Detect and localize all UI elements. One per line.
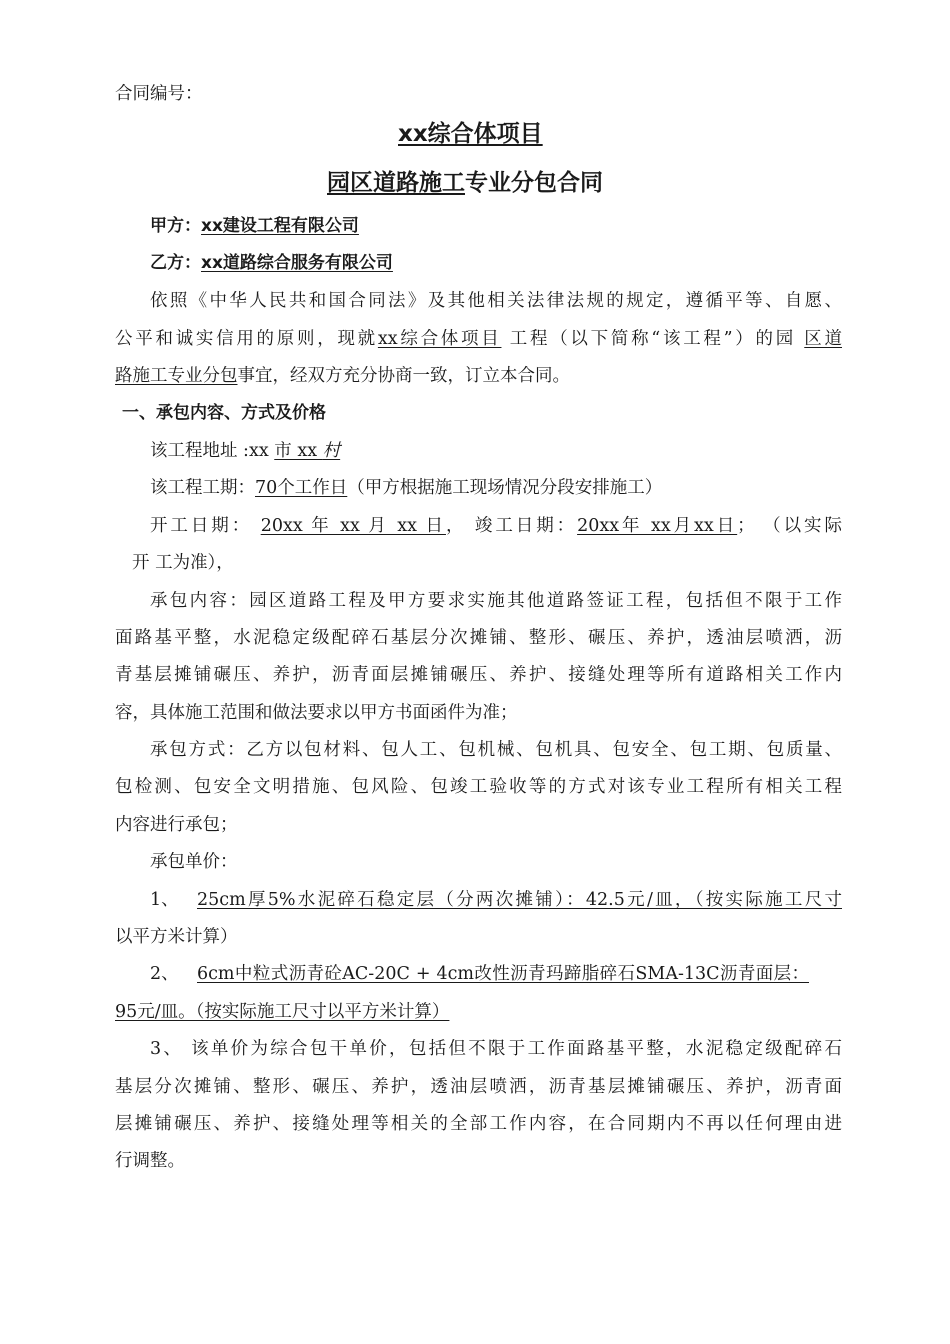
duration-value: 70个工作日 — [255, 478, 348, 498]
item-2-line-2: 95元/皿。（按实际施工尺寸以平方米计算） — [115, 1002, 450, 1022]
party-b — [150, 251, 393, 275]
party-a-label: 甲方： — [150, 216, 201, 236]
project-title: xx综合体项目 — [398, 121, 543, 147]
duration-label: 该工程工期： — [150, 478, 255, 498]
item-2-line-1: 6cm中粒式沥青砼AC-20C + 4cm改性沥青玛蹄脂碎石SMA-13C沥青面层： — [197, 964, 809, 984]
dates-sep: ， 竣工日期： — [445, 516, 578, 536]
dates-line-1 — [150, 514, 842, 538]
intro-l3-b: 事宜，经双方充分协商一致，订立本合同。 — [237, 366, 570, 386]
item-3-line-4: 行调整。 — [115, 1151, 185, 1171]
method-line-3: 内容进行承包； — [115, 815, 238, 835]
intro-line-2 — [115, 327, 842, 351]
item-3-line-3: 层摊铺碾压、养护、接缝处理等相关的全部工作内容，在合同期内不再以任何理由进 — [115, 1114, 842, 1134]
intro-l2-c: 工程（以下简称“该工程”）的园 — [501, 329, 805, 349]
party-b-name: xx道路综合服务有限公司 — [201, 253, 393, 273]
contract-number-label: 合同编号： — [115, 84, 203, 104]
item-2-number: 2、 — [150, 964, 179, 984]
dates-line-2: 开 工为准）， — [132, 553, 234, 573]
method-line-1: 承包方式：乙方以包材料、包人工、包机械、包机具、包安全、包工期、包质量、 — [150, 740, 842, 760]
scope-line-2: 面路基平整，水泥稳定级配碎石基层分次摊铺、整形、碾压、养护，透油层喷洒，沥 — [115, 628, 842, 648]
dates-tail: ； （以实际 — [737, 516, 842, 536]
unit-price-label: 承包单价： — [150, 852, 238, 872]
end-date-value: 20xx年 xx月xx日 — [577, 516, 738, 536]
section-heading-1: 一、承包内容、方式及价格 — [122, 403, 326, 423]
method-line-2: 包检测、包安全文明措施、包风险、包竣工验收等的方式对该专业工程所有相关工程 — [115, 777, 842, 797]
start-date-value: 20xx 年 xx 月 xx 日 — [260, 516, 446, 536]
scope-line-3: 青基层摊铺碾压、养护，沥青面层摊铺碾压、养护、接缝处理等所有道路相关工作内 — [115, 665, 842, 685]
contract-title-rest: 专业分包合同 — [465, 170, 603, 196]
intro-scope-name: 路施工专业分包 — [115, 366, 238, 386]
intro-project-name: xx综合体项目 — [377, 329, 502, 349]
item-1-number: 1、 — [150, 890, 179, 910]
scope-line-4: 容，具体施工范围和做法要求以甲方书面函件为准； — [115, 703, 518, 723]
scope-line-1: 承包内容：园区道路工程及甲方要求实施其他道路签证工程，包括但不限于工作 — [150, 591, 842, 611]
start-date-label: 开工日期： — [150, 516, 253, 536]
intro-l2-d: 区道 — [804, 329, 842, 349]
duration — [150, 476, 662, 500]
address-city: 市 xx — [274, 441, 323, 461]
item-1-line-1: 25cm厚5%水泥碎石稳定层（分两次摊铺）：42.5元/皿，（按实际施工尺寸 — [197, 890, 842, 910]
party-b-label: 乙方： — [150, 253, 201, 273]
address-village: 村 — [322, 441, 341, 461]
intro-l2-a: 公平和诚实信用的原则，现就 — [115, 329, 378, 349]
party-a — [150, 214, 359, 238]
item-1-line-2: 以平方米计算） — [115, 927, 238, 947]
intro-line-1: 依照《中华人民共和国合同法》及其他相关法律法规的规定，遵循平等、自愿、 — [150, 291, 842, 311]
intro-line-3 — [115, 364, 570, 388]
duration-note: （甲方根据施工现场情况分段安排施工） — [347, 478, 663, 498]
party-a-name: xx建设工程有限公司 — [201, 216, 359, 236]
contract-title-underlined: 园区道路施工 — [327, 170, 465, 196]
item-3-line-1: 3、 该单价为综合包干单价，包括但不限于工作面路基平整，水泥稳定级配碎石 — [150, 1039, 842, 1059]
site-address — [150, 439, 340, 463]
contract-title — [327, 168, 603, 198]
item-3-line-2: 基层分次摊铺、整形、碾压、养护，透油层喷洒，沥青基层摊铺碾压、养护，沥青面 — [115, 1077, 842, 1097]
address-label: 该工程地址 :xx — [150, 441, 275, 461]
